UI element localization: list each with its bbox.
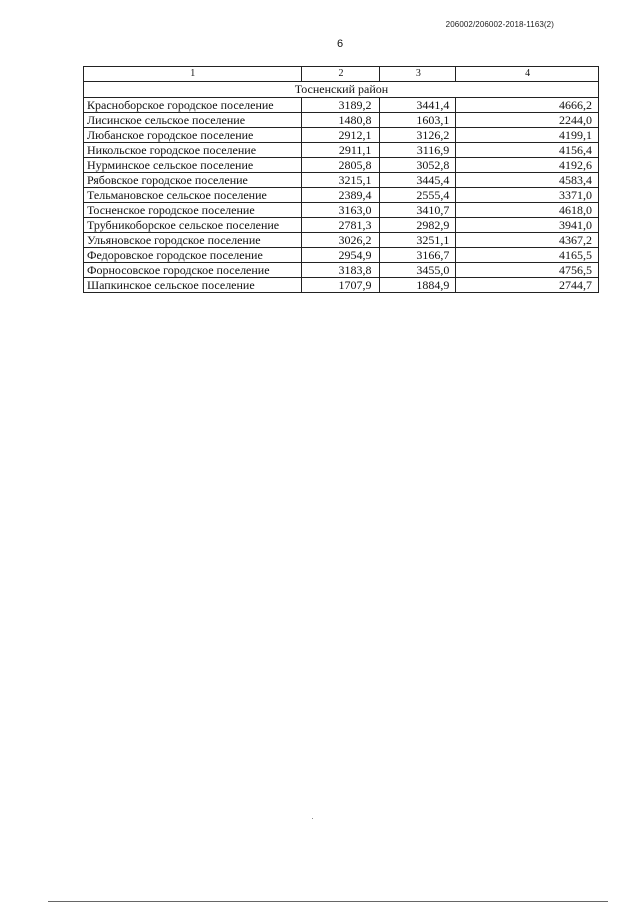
value-col2-cell: 3189,2 bbox=[301, 98, 380, 113]
value-col3-cell: 3445,4 bbox=[380, 173, 456, 188]
value-col3-cell: 3441,4 bbox=[380, 98, 456, 113]
settlement-name-cell: Ульяновское городское поселение bbox=[84, 233, 302, 248]
value-col3-cell: 3166,7 bbox=[380, 248, 456, 263]
column-number-cell: 1 bbox=[84, 67, 302, 82]
settlement-name-cell: Нурминское сельское поселение bbox=[84, 158, 302, 173]
table-row bbox=[84, 188, 599, 203]
table-row bbox=[84, 98, 599, 113]
value-col4-cell: 4618,0 bbox=[456, 203, 599, 218]
settlement-name-cell: Трубникоборское сельское поселение bbox=[84, 218, 302, 233]
value-col4-cell: 2244,0 bbox=[456, 113, 599, 128]
value-col2-cell: 2781,3 bbox=[301, 218, 380, 233]
value-col2-cell: 2389,4 bbox=[301, 188, 380, 203]
settlements-table bbox=[83, 66, 599, 293]
settlement-name-cell: Никольское городское поселение bbox=[84, 143, 302, 158]
page-edge-line bbox=[48, 901, 608, 902]
value-col2-cell: 3163,0 bbox=[301, 203, 380, 218]
table-row bbox=[84, 248, 599, 263]
table-row bbox=[84, 218, 599, 233]
settlement-name-cell: Федоровское городское поселение bbox=[84, 248, 302, 263]
settlement-name-cell: Тосненское городское поселение bbox=[84, 203, 302, 218]
value-col2-cell: 3215,1 bbox=[301, 173, 380, 188]
settlement-name-cell: Форносовское городское поселение bbox=[84, 263, 302, 278]
table-row bbox=[84, 113, 599, 128]
column-number-cell: 3 bbox=[380, 67, 456, 82]
value-col3-cell: 3052,8 bbox=[380, 158, 456, 173]
value-col2-cell: 2912,1 bbox=[301, 128, 380, 143]
settlement-name-cell: Тельмановское сельское поселение bbox=[84, 188, 302, 203]
value-col3-cell: 2982,9 bbox=[380, 218, 456, 233]
table-row bbox=[84, 233, 599, 248]
value-col4-cell: 2744,7 bbox=[456, 278, 599, 293]
value-col4-cell: 4666,2 bbox=[456, 98, 599, 113]
scan-speck bbox=[312, 818, 313, 819]
column-number-cell: 2 bbox=[301, 67, 380, 82]
value-col2-cell: 2805,8 bbox=[301, 158, 380, 173]
value-col3-cell: 3410,7 bbox=[380, 203, 456, 218]
value-col2-cell: 2911,1 bbox=[301, 143, 380, 158]
settlement-name-cell: Шапкинское сельское поселение bbox=[84, 278, 302, 293]
value-col2-cell: 3026,2 bbox=[301, 233, 380, 248]
value-col2-cell: 2954,9 bbox=[301, 248, 380, 263]
value-col3-cell: 1603,1 bbox=[380, 113, 456, 128]
value-col4-cell: 4756,5 bbox=[456, 263, 599, 278]
value-col3-cell: 3116,9 bbox=[380, 143, 456, 158]
settlement-name-cell: Рябовское городское поселение bbox=[84, 173, 302, 188]
value-col4-cell: 4156,4 bbox=[456, 143, 599, 158]
settlement-name-cell: Лисинское сельское поселение bbox=[84, 113, 302, 128]
page-number: 6 bbox=[336, 38, 344, 50]
document-id: 206002/206002-2018-1163(2) bbox=[445, 20, 554, 29]
value-col4-cell: 4165,5 bbox=[456, 248, 599, 263]
table-row bbox=[84, 158, 599, 173]
table-row bbox=[84, 263, 599, 278]
value-col4-cell: 4583,4 bbox=[456, 173, 599, 188]
value-col3-cell: 2555,4 bbox=[380, 188, 456, 203]
table-row bbox=[84, 173, 599, 188]
column-number-row bbox=[84, 67, 599, 82]
value-col2-cell: 1707,9 bbox=[301, 278, 380, 293]
value-col4-cell: 4192,6 bbox=[456, 158, 599, 173]
settlement-name-cell: Любанское городское поселение bbox=[84, 128, 302, 143]
value-col3-cell: 3251,1 bbox=[380, 233, 456, 248]
value-col4-cell: 4367,2 bbox=[456, 233, 599, 248]
settlement-name-cell: Красноборское городское поселение bbox=[84, 98, 302, 113]
value-col4-cell: 3371,0 bbox=[456, 188, 599, 203]
value-col3-cell: 1884,9 bbox=[380, 278, 456, 293]
section-title: Тосненский район bbox=[84, 82, 599, 98]
section-row bbox=[84, 82, 599, 98]
value-col4-cell: 3941,0 bbox=[456, 218, 599, 233]
column-number-cell: 4 bbox=[456, 67, 599, 82]
value-col2-cell: 3183,8 bbox=[301, 263, 380, 278]
table-row bbox=[84, 278, 599, 293]
value-col3-cell: 3126,2 bbox=[380, 128, 456, 143]
table-row bbox=[84, 203, 599, 218]
table-row bbox=[84, 128, 599, 143]
value-col3-cell: 3455,0 bbox=[380, 263, 456, 278]
value-col2-cell: 1480,8 bbox=[301, 113, 380, 128]
value-col4-cell: 4199,1 bbox=[456, 128, 599, 143]
table-row bbox=[84, 143, 599, 158]
